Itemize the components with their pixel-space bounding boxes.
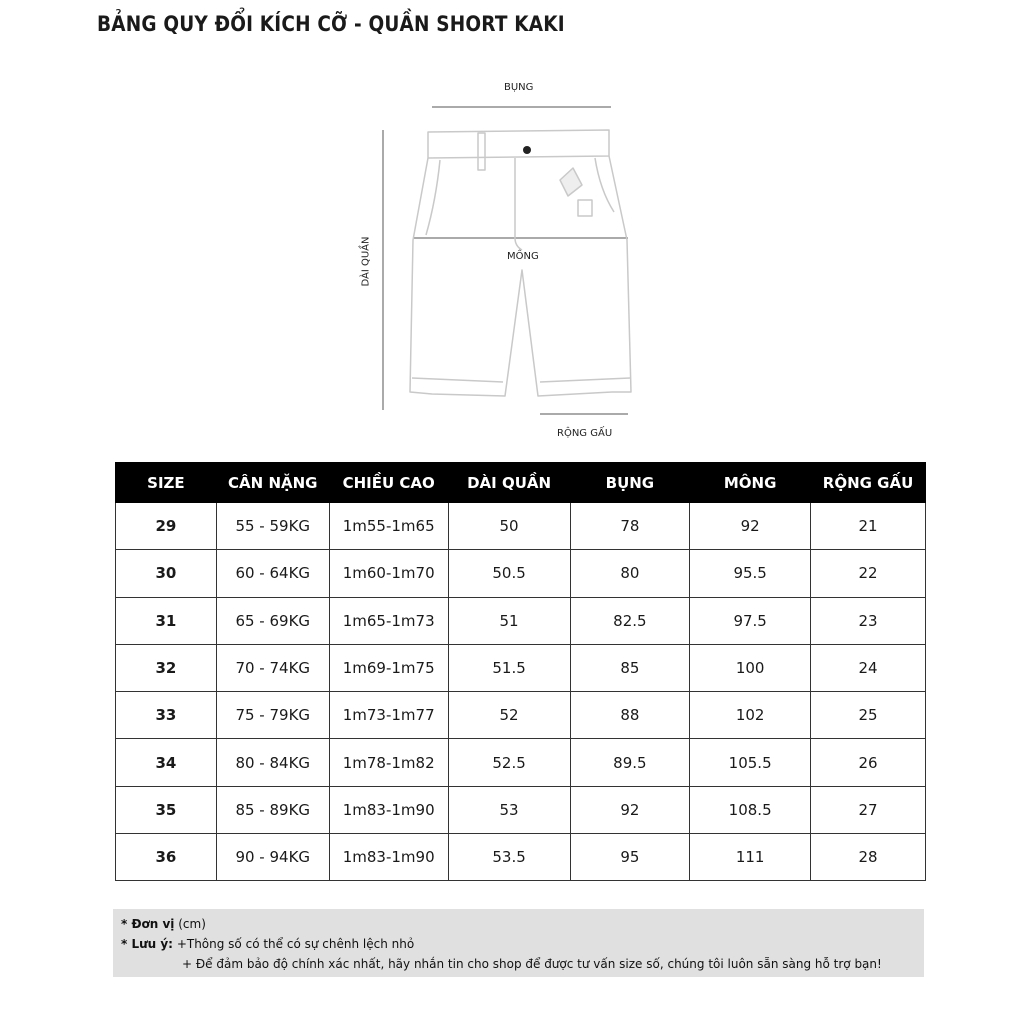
cell-waist: 89.5 [570,739,690,786]
cell-weight: 55 - 59KG [216,503,329,550]
cell-size: 32 [116,644,217,691]
unit-note [121,914,916,934]
cell-waist: 85 [570,644,690,691]
cell-weight: 80 - 84KG [216,739,329,786]
cell-hip: 95.5 [690,550,811,597]
cell-size: 34 [116,739,217,786]
cell-length: 53.5 [448,834,570,881]
cell-length: 53 [448,786,570,833]
length-label: DÀI QUẦN [360,236,372,287]
header-hem: RỘNG GẤU [811,463,926,503]
caution-note-1: +Thông số có thể có sự chênh lệch nhỏ [176,937,415,951]
header-weight: CÂN NẶNG [216,463,329,503]
cell-weight: 85 - 89KG [216,786,329,833]
table-header-row [116,463,926,503]
cell-hip: 102 [690,692,811,739]
cell-size: 31 [116,597,217,644]
cell-weight: 75 - 79KG [216,692,329,739]
header-size: SIZE [116,463,217,503]
size-table [115,462,926,881]
cell-height: 1m69-1m75 [329,644,448,691]
cell-size: 35 [116,786,217,833]
table-row [116,692,926,739]
shorts-diagram [0,0,1024,460]
cell-hem: 27 [811,786,926,833]
cell-length: 51.5 [448,644,570,691]
cell-length: 52.5 [448,739,570,786]
hem-label: RỘNG GẤU [557,428,613,439]
cell-size: 36 [116,834,217,881]
page-title: BẢNG QUY ĐỔI KÍCH CỠ - QUẦN SHORT KAKI [97,12,565,36]
cell-height: 1m55-1m65 [329,503,448,550]
header-height: CHIỀU CAO [329,463,448,503]
cell-hip: 97.5 [690,597,811,644]
caution-note-2: + Để đảm bảo độ chính xác nhất, hãy nhắn tin cho shop để được tư vấn size số, chúng tôi luôn sẵn sàng hỗ trợ bạn! [182,957,882,971]
cell-length: 51 [448,597,570,644]
header-hip: MÔNG [690,463,811,503]
table-row [116,644,926,691]
caution-note-key: * Lưu ý: [121,937,173,951]
table-row [116,739,926,786]
table-row [116,550,926,597]
cell-length: 50 [448,503,570,550]
cell-hip: 92 [690,503,811,550]
unit-note-value: (cm) [178,917,206,931]
hip-label: MÔNG [507,251,539,262]
cell-height: 1m65-1m73 [329,597,448,644]
cell-hip: 105.5 [690,739,811,786]
cell-waist: 95 [570,834,690,881]
cell-waist: 78 [570,503,690,550]
cell-hip: 111 [690,834,811,881]
cell-size: 30 [116,550,217,597]
cell-weight: 70 - 74KG [216,644,329,691]
cell-hem: 26 [811,739,926,786]
cell-height: 1m78-1m82 [329,739,448,786]
cell-weight: 90 - 94KG [216,834,329,881]
cell-hip: 100 [690,644,811,691]
cell-waist: 92 [570,786,690,833]
cell-length: 52 [448,692,570,739]
cell-height: 1m60-1m70 [329,550,448,597]
cell-waist: 82.5 [570,597,690,644]
cell-waist: 80 [570,550,690,597]
cell-weight: 60 - 64KG [216,550,329,597]
waist-label: BỤNG [504,82,534,93]
cell-hem: 25 [811,692,926,739]
table-row [116,786,926,833]
cell-length: 50.5 [448,550,570,597]
header-waist: BỤNG [570,463,690,503]
cell-weight: 65 - 69KG [216,597,329,644]
cell-hem: 22 [811,550,926,597]
button-shape [523,146,531,154]
cell-hem: 21 [811,503,926,550]
caution-note [121,934,916,954]
cell-hip: 108.5 [690,786,811,833]
table-row [116,597,926,644]
cell-size: 33 [116,692,217,739]
table-row [116,503,926,550]
cell-hem: 23 [811,597,926,644]
cell-height: 1m73-1m77 [329,692,448,739]
cell-height: 1m83-1m90 [329,786,448,833]
header-length: DÀI QUẦN [448,463,570,503]
cell-height: 1m83-1m90 [329,834,448,881]
cell-waist: 88 [570,692,690,739]
cell-hem: 24 [811,644,926,691]
cell-hem: 28 [811,834,926,881]
shorts-outline [410,130,631,396]
notes-box [113,909,924,977]
table-row [116,834,926,881]
cell-size: 29 [116,503,217,550]
unit-note-key: * Đơn vị [121,917,175,931]
